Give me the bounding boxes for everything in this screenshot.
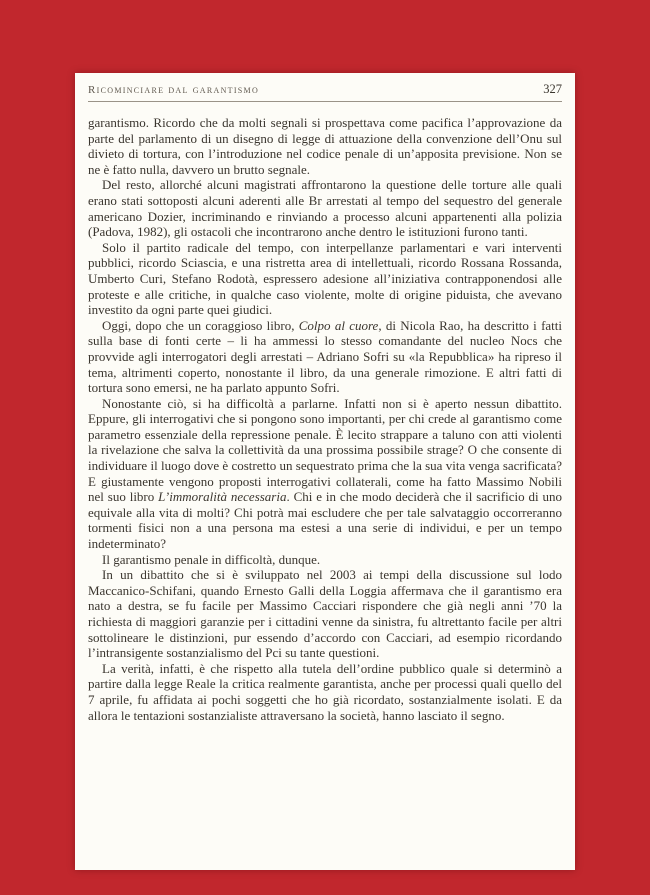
text-run: Nonostante ciò, si ha difficoltà a parlarne. Infatti non si è aperto nessun dibattito. Eppure, gli interrogativi che si pongono sono importanti, per chi crede al garantismo come parametro essenziale della repressione penale. È lecito strappare a taluno con atti violenti la rivelazione che salva la collettività da una prossima possibile strage? O che consente di individuare il luogo dove è costretto un sequestrato prima che la sua vita venga sacrificata? E giustamente vengono proposti interrogativi collaterali, come ha fatto Massimo Nobili nel suo libro xyxy=(88,395,562,505)
text-run: garantismo. Ricordo che da molti segnali si prospettava come pacifica l’approvazione da parte del parlamento di un disegno di legge di attuazione della convenzione dell’Onu sul divieto di tortura, con l’introduzione nel codice penale di un’apposita previsione. Non se ne è fatto nulla, davvero un brutto segnale. xyxy=(88,115,562,177)
paragraph xyxy=(88,396,562,552)
text-run: In un dibattito che si è sviluppato nel 2003 ai tempi della discussione sul lodo Maccanico-Schifani, quando Ernesto Galli della Loggia affermava che il garantismo era nato a destra, se fu facile per Massimo Cacciari rispondere che già negli anni ’70 la richiesta di maggiori garanzie per i cittadini venne da sinistra, fu altrettanto facile per altri sottolineare le distinzioni, pur essendo d’accordo con Cacciari, ad esempio ricordando l’intransigente sostanzialismo del Pci su tante questioni. xyxy=(88,567,562,661)
text-run: Solo il partito radicale del tempo, con interpellanze parlamentari e vari interventi pubblici, ricordo Sciascia, e una ristretta area di intellettuali, ricordo Rossana Rossanda, Umberto Curi, Stefano Rodotà, espressero adesione all’iniziativa contrapponendosi alle proteste e alle critiche, in qualche caso violente, molte di origine piduista, che avevano investito da ogni parte quei giudici. xyxy=(88,239,562,318)
running-title: Ricominciare dal garantismo xyxy=(88,84,260,96)
text-run: La verità, infatti, è che rispetto alla tutela dell’ordine pubblico quale si determinò a partire dalla legge Reale la critica realmente garantista, anche per processi quali quello del 7 aprile, fu affidata ai pochi soggetti che ho già ricordato, sostanzialmente isolati. E da allora le tentazioni sostanzialiste attraversano la società, hanno lasciato il segno. xyxy=(88,660,562,723)
paragraph xyxy=(88,567,562,661)
text-run: Il garantismo penale in difficoltà, dunque. xyxy=(102,551,321,567)
book-title-italic: Colpo al cuore xyxy=(298,317,379,333)
paragraph xyxy=(88,318,562,396)
paragraph xyxy=(88,177,562,239)
text-run: . Chi e in che modo deciderà che il sacrificio di uno equivale alla vita di molti? Chi potrà mai escludere che per tale salvataggio occorreranno tormenti fisici non a una persona ma estesi a una serie di individui, e per un tempo indeterminato? xyxy=(88,489,562,552)
paragraph xyxy=(88,661,562,723)
page-number: 327 xyxy=(543,82,562,96)
paragraph xyxy=(88,552,562,568)
paragraph xyxy=(88,240,562,318)
page-header xyxy=(88,82,562,97)
text-run: , di Nicola Rao, ha descritto i fatti sulla base di fonti certe – li ha ammessi lo stesso comandante del nucleo Nocs che provvide agli interrogatori degli arrestati – Adriano Sofri su «la Repubblica» ha ripreso il tema, altrimenti coperto, nonostante il libro, da una generale rimozione. E altri fatti di tortura sono emersi, ne ha parlato appunto Sofri. xyxy=(88,317,563,396)
book-title-italic: L’immoralità necessaria xyxy=(158,489,287,505)
text-run: Oggi, dopo che un coraggioso libro, xyxy=(102,317,299,333)
text-run: Del resto, allorché alcuni magistrati affrontarono la questione delle torture alle quali erano stati sottoposti alcuni aderenti alle Br arrestati al tempo del sequestro del generale americano Dozier, incriminando e rinviando a processo alcuni appartenenti alla polizia (Padova, 1982), gli ostacoli che incontrarono anche dentro le istituzioni furono tanti. xyxy=(88,177,562,240)
header-rule xyxy=(88,101,562,102)
body-text xyxy=(88,115,562,723)
book-page xyxy=(75,73,575,870)
paragraph xyxy=(88,115,562,177)
